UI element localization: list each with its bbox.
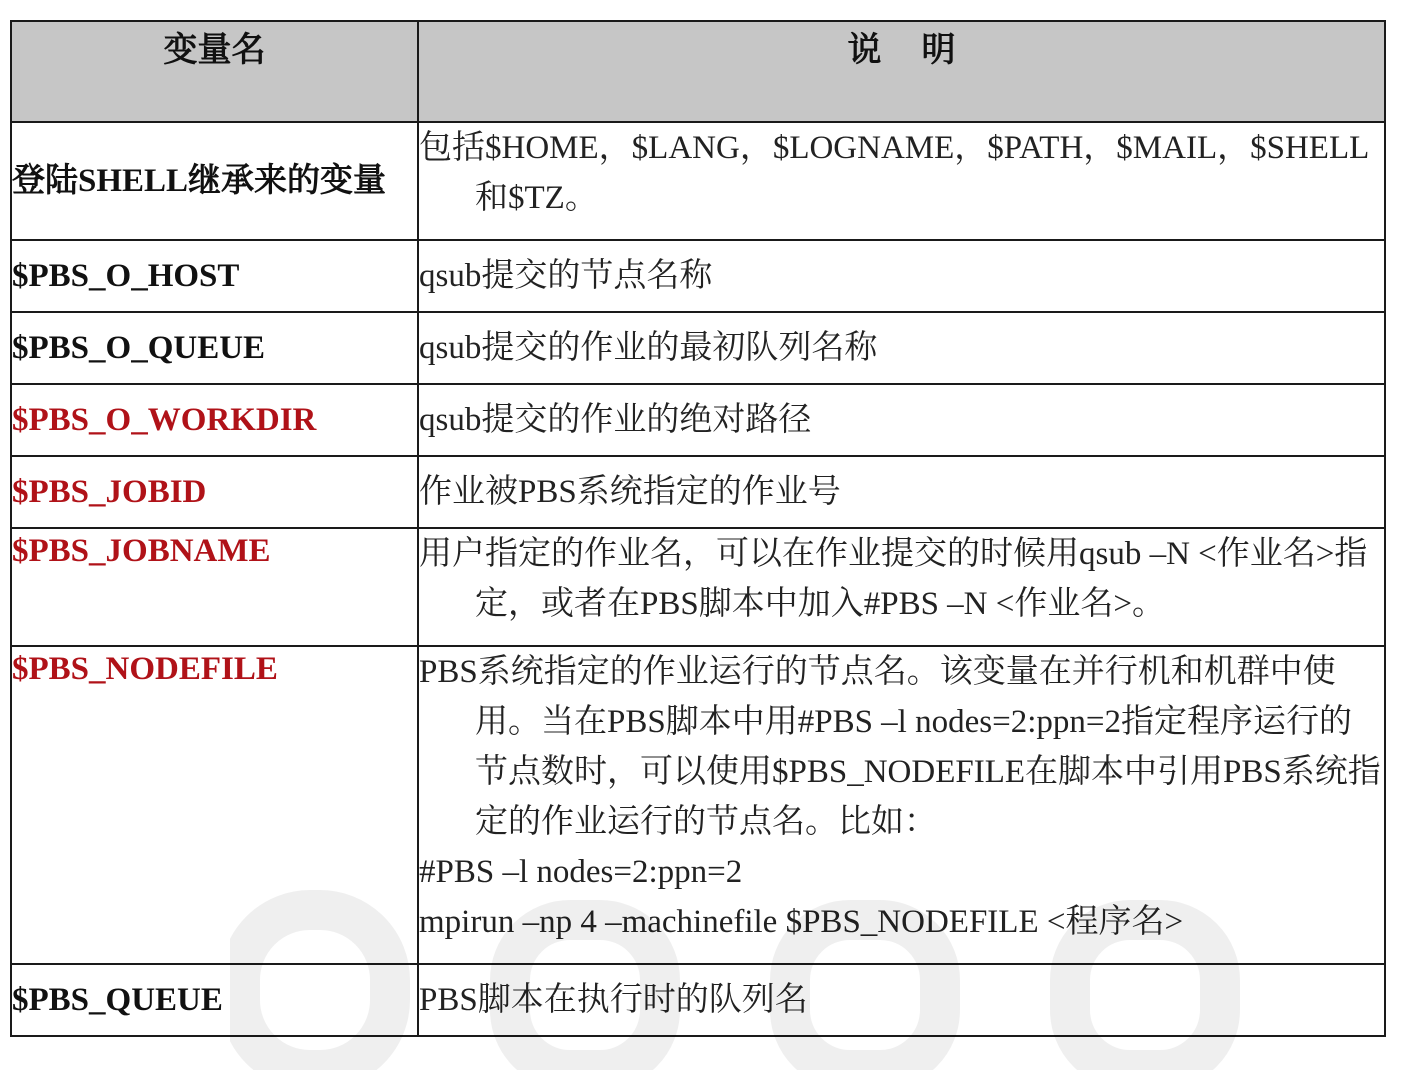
variable-description (418, 384, 1385, 456)
variable-name: $PBS_QUEUE (11, 964, 418, 1036)
description-text: 用户指定的作业名，可以在作业提交的时候用qsub –N <作业名>指定，或者在PBS脚本中加入#PBS –N <作业名>。 (419, 536, 1368, 622)
variable-description (418, 122, 1385, 240)
header-variable-name: 变量名 (11, 21, 418, 122)
variable-name: $PBS_O_WORKDIR (11, 384, 418, 456)
variable-description (418, 646, 1385, 964)
description-text: PBS脚本在执行时的队列名 (419, 982, 808, 1018)
variables-table (10, 20, 1386, 1037)
variable-description (418, 456, 1385, 528)
description-text: 作业被PBS系统指定的作业号 (419, 474, 841, 510)
description-text: qsub提交的作业的绝对路径 (419, 402, 812, 438)
table-row (11, 384, 1385, 456)
header-description: 说明 (418, 21, 1385, 122)
variable-name: $PBS_JOBNAME (11, 528, 418, 646)
table-row (11, 964, 1385, 1036)
header-row (11, 21, 1385, 122)
table-row (11, 646, 1385, 964)
table-row (11, 122, 1385, 240)
table-row (11, 240, 1385, 312)
table-row (11, 456, 1385, 528)
variable-name: $PBS_O_HOST (11, 240, 418, 312)
description-text: 包括$HOME，$LANG，$LOGNAME，$PATH，$MAIL，$SHELL和$TZ。 (419, 130, 1370, 216)
variable-name: $PBS_O_QUEUE (11, 312, 418, 384)
variable-description (418, 964, 1385, 1036)
code-line: #PBS –l nodes=2:ppn=2 (419, 854, 743, 890)
variable-description (418, 528, 1385, 646)
table-row (11, 528, 1385, 646)
code-line: mpirun –np 4 –machinefile $PBS_NODEFILE <程序名> (419, 904, 1184, 940)
variable-name: 登陆SHELL继承来的变量 (11, 122, 418, 240)
variable-description (418, 312, 1385, 384)
table-row (11, 312, 1385, 384)
description-text: PBS系统指定的作业运行的节点名。该变量在并行机和机群中使用。当在PBS脚本中用#PBS –l nodes=2:ppn=2指定程序运行的节点数时，可以使用$PBS_NODEFILE在脚本中引用PBS系统指定的作业运行的节点名。比如： (419, 654, 1381, 840)
variable-name: $PBS_JOBID (11, 456, 418, 528)
description-text: qsub提交的节点名称 (419, 258, 713, 294)
variable-name: $PBS_NODEFILE (11, 646, 418, 964)
description-text: qsub提交的作业的最初队列名称 (419, 330, 878, 366)
variable-description (418, 240, 1385, 312)
